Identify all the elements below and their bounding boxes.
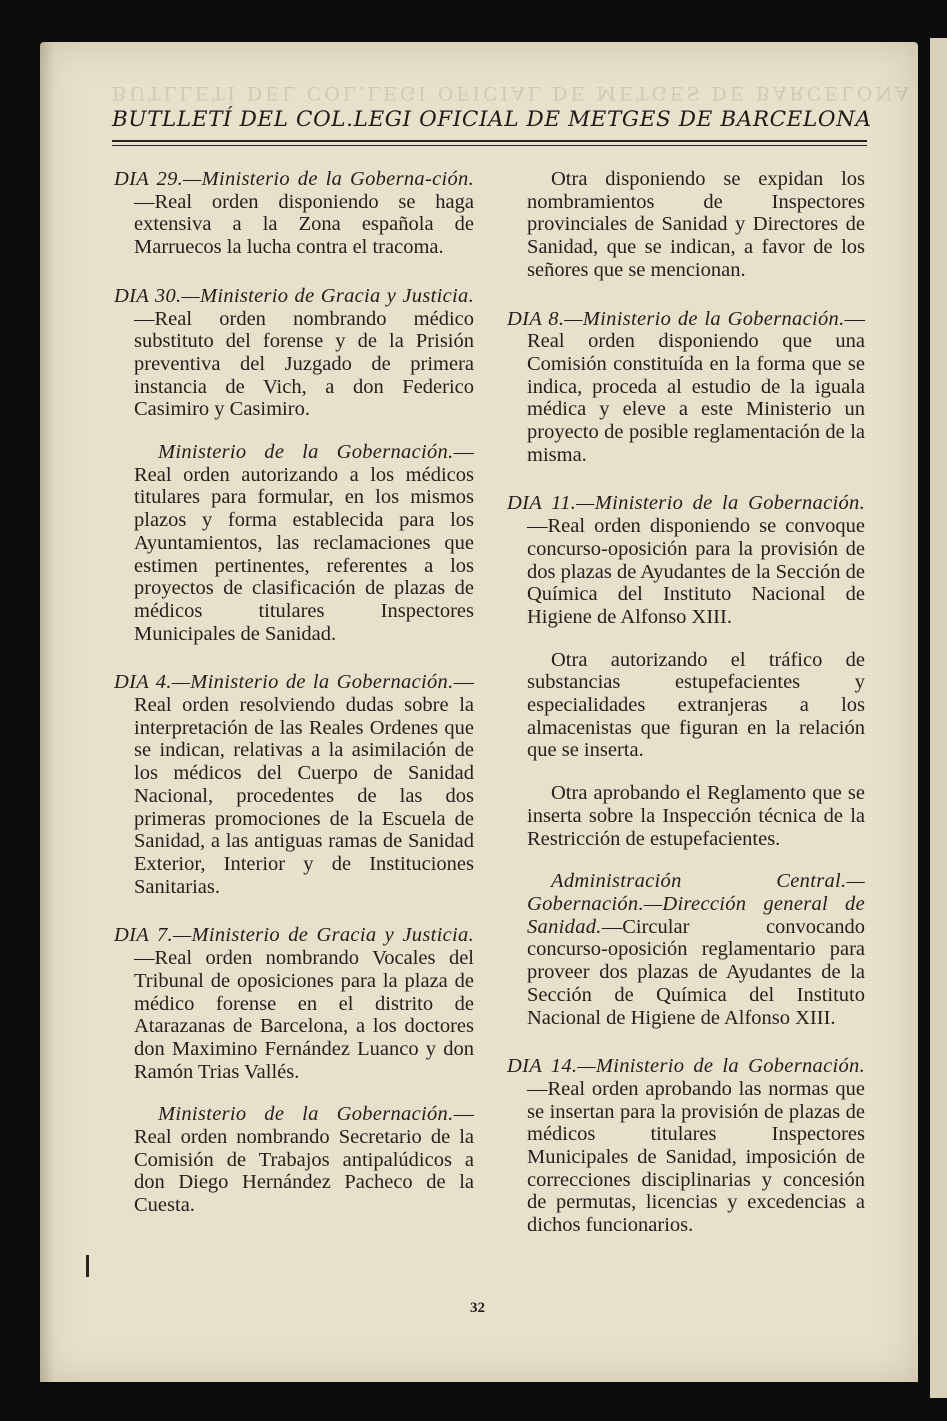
entry-dia-30 — [114, 284, 474, 421]
entry-body: Otra disponiendo se expidan los nombramientos de Inspectores provinciales de Sanidad y Directores de Sanidad, que se indican, a favor de los señores que se mencionan. — [527, 168, 865, 281]
entry-lead: DIA 14.—Ministerio de la Gobernación. — [507, 1055, 865, 1078]
entry-dia-7 — [114, 924, 474, 1083]
entry-body: —Real orden autorizando a los médicos titulares para formular, en los mismos plazos y forma establecida para los Ayuntamientos, las reclamaciones que estimen pertinentes, referentes a los proyectos de clasificación de plazas de médicos titulares Inspectores Municipales de Sanidad. — [134, 441, 474, 645]
entry-lead: DIA 7.—Ministerio de Gracia y Justicia. — [114, 924, 474, 947]
entry-dia-4 — [114, 671, 474, 898]
entry-body: —Real orden nombrando Vocales del Tribunal de oposiciones para la plaza de médico forense en el distrito de Atarazanas de Barcelona, a los doctores don Maximino Fernández Luanco y don Ramón Trias Vallés. — [134, 947, 474, 1083]
entry-dia-29 — [114, 168, 474, 259]
binding-shadow — [40, 42, 54, 1382]
entry-body: —Real orden disponiendo que una Comisión constituída en la forma que se indica, proceda al estudio de la iguala médica y eleve a este Ministerio un proyecto de posible reglamentación de la misma. — [527, 307, 865, 466]
entry-lead: Ministerio de la Gobernación. — [158, 1103, 454, 1126]
entry-dia-8 — [507, 307, 865, 467]
entry-otra-trafico — [527, 649, 865, 763]
entry-gobernacion-1 — [134, 441, 474, 645]
entry-body: Otra aprobando el Reglamento que se inserta sobre la Inspección técnica de la Restricción de estupefacientes. — [527, 782, 865, 850]
entry-body: —Real orden nombrando Secretario de la Comisión de Trabajos antipalúdicos a don Diego Hernández Pacheco de la Cuesta. — [134, 1103, 474, 1217]
entry-body: —Real orden disponiendo se convoque concurso-oposición para la provisión de dos plazas de Ayudantes de la Sección de Química del Instituto Nacional de Higiene de Alfonso XIII. — [527, 515, 865, 628]
entry-lead: DIA 29.—Ministerio de la Goberna-ción. — [114, 168, 474, 190]
next-page-edge — [930, 38, 947, 1398]
entry-lead: Ministerio de la Gobernación. — [158, 441, 454, 464]
entry-body: —Real orden nombrando médico substituto del forense y de la Prisión preventiva del Juzgado de primera instancia de Vich, a don Federico Casimiro y Casimiro. — [134, 307, 474, 421]
entry-body: Otra autorizando el tráfico de substancias estupefacientes y especialidades extranjeras a los almacenistas que figuran en la relación que se inserta. — [527, 648, 865, 762]
running-header: BUTLLETÍ DEL COL.LEGI OFICIAL DE METGES DE BARCELONA — [112, 107, 872, 132]
entry-lead: Administración Central.—Gobernación.—Dirección general de Sanidad. — [527, 870, 865, 938]
entry-body: —Real orden aprobando las normas que se insertan para la provisión de plazas de médicos titulares Inspectores Municipales de Sanidad, imposición de correcciones disciplinarias y concesión de permutas, licencias y excedencias a dichos funcionarios. — [527, 1077, 865, 1237]
entry-gobernacion-2 — [134, 1103, 474, 1217]
margin-pencil-mark — [86, 1255, 89, 1277]
entry-body: —Circular convocando concurso-oposición reglamentario para proveer dos plazas de Ayudantes de la Sección de Química del Instituto Nacional de Higiene de Alfonso XIII. — [527, 915, 865, 1029]
entry-lead: DIA 11.—Ministerio de la Gobernación. — [507, 492, 865, 515]
entry-otra-reglamento — [527, 782, 865, 850]
entry-lead: DIA 4.—Ministerio de la Gobernación. — [114, 671, 454, 694]
entry-lead: DIA 30.—Ministerio de Gracia y Justicia. — [114, 284, 474, 307]
entry-body: —Real orden resolviendo dudas sobre la interpretación de las Reales Ordenes que se indican, relativas a la asimilación de los médicos del Cuerpo de Sanidad Nacional, procedentes de las dos primeras promociones de la Escuela de Sanidad, a las antiguas ramas de Sanidad Exterior, Interior y de Instituciones Sanitarias. — [134, 671, 474, 898]
entry-dia-14 — [507, 1055, 865, 1237]
header-show-through: BUTLLETÍ DEL COL.LEGI OFICIAL DE METGES DE BARCELONA — [112, 82, 912, 104]
page-number: 32 — [470, 1300, 485, 1316]
entry-dia-11 — [507, 492, 865, 628]
entry-lead: DIA 8.—Ministerio de la Gobernación. — [507, 307, 845, 330]
header-rule-thin — [112, 145, 867, 146]
left-column — [114, 168, 474, 1217]
header-rule-thick — [112, 140, 867, 142]
entry-body: —Real orden disponiendo se haga extensiva a la Zona española de Marruecos la lucha contra el tracoma. — [134, 190, 474, 259]
entry-otra-nombramientos — [527, 168, 865, 282]
entry-administracion-central — [527, 870, 865, 1029]
right-column — [507, 168, 865, 1237]
